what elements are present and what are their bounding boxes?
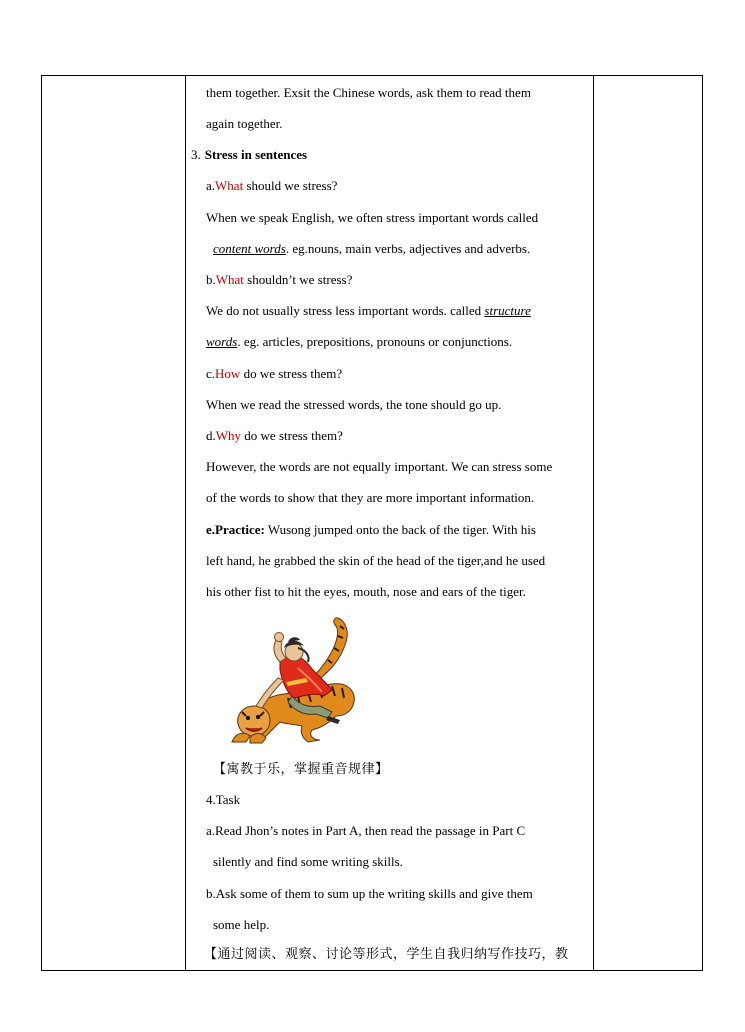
question-letter: d. bbox=[206, 428, 216, 443]
task-heading: 4.Task bbox=[206, 792, 241, 807]
text-line: When we speak English, we often stress important words called bbox=[206, 210, 539, 225]
text-line: them together. Exsit the Chinese words, ask them to read them bbox=[206, 85, 531, 100]
question-text: do we stress them? bbox=[240, 366, 343, 381]
text-line bbox=[206, 303, 531, 319]
question-text: shouldn’t we stress? bbox=[243, 272, 353, 287]
teaching-note: 【寓教于乐，掌握重音规律】 bbox=[213, 762, 389, 777]
term-words: words bbox=[206, 334, 238, 349]
term-content-words: content words bbox=[213, 241, 286, 256]
text-span: We do not usually stress less important words. called bbox=[206, 303, 485, 318]
text-line: silently and find some writing skills. bbox=[213, 854, 403, 869]
question-letter: a. bbox=[206, 178, 216, 193]
practice-label: e.Practice: bbox=[206, 522, 265, 537]
text-line: his other fist to hit the eyes, mouth, nose and ears of the tiger. bbox=[206, 584, 526, 599]
section-title: Stress in sentences bbox=[204, 147, 308, 162]
question-line bbox=[206, 428, 343, 444]
text-line: However, the words are not equally important. We can stress some bbox=[206, 459, 553, 474]
question-text: do we stress them? bbox=[241, 428, 343, 443]
text-line: again together. bbox=[206, 116, 283, 131]
text-line: b.Ask some of them to sum up the writing skills and give them bbox=[206, 886, 533, 901]
text-span: . eg.nouns, main verbs, adjectives and adverbs. bbox=[285, 241, 531, 256]
practice-line bbox=[206, 522, 536, 538]
term-structure: structure bbox=[484, 303, 531, 318]
teaching-note: 【通过阅读、观察、讨论等形式，学生自我归纳写作技巧，教 bbox=[204, 947, 569, 962]
column-divider-left bbox=[185, 76, 186, 970]
text-line bbox=[213, 241, 530, 257]
question-word: What bbox=[215, 178, 244, 193]
question-word: How bbox=[215, 366, 241, 381]
question-letter: b. bbox=[206, 272, 216, 287]
question-letter: c. bbox=[206, 366, 216, 381]
text-line: When we read the stressed words, the tone should go up. bbox=[206, 397, 502, 412]
text-line: some help. bbox=[213, 917, 270, 932]
section-heading bbox=[191, 147, 307, 163]
text-line bbox=[206, 334, 512, 350]
question-line bbox=[206, 366, 342, 382]
question-word: What bbox=[215, 272, 244, 287]
question-word: Why bbox=[215, 428, 242, 443]
wusong-tiger-illustration bbox=[228, 612, 364, 748]
question-text: should we stress? bbox=[243, 178, 338, 193]
text-line: a.Read Jhon’s notes in Part A, then read the passage in Part C bbox=[206, 823, 526, 838]
question-line bbox=[206, 178, 337, 194]
text-span: Wusong jumped onto the back of the tiger. With his bbox=[264, 522, 536, 537]
text-line: left hand, he grabbed the skin of the head of the tiger,and he used bbox=[206, 553, 546, 568]
column-divider-right bbox=[593, 76, 594, 970]
section-number: 3. bbox=[191, 147, 201, 162]
text-line: of the words to show that they are more important information. bbox=[206, 490, 535, 505]
question-line bbox=[206, 272, 352, 288]
text-span: . eg. articles, prepositions, pronouns or conjunctions. bbox=[237, 334, 513, 349]
